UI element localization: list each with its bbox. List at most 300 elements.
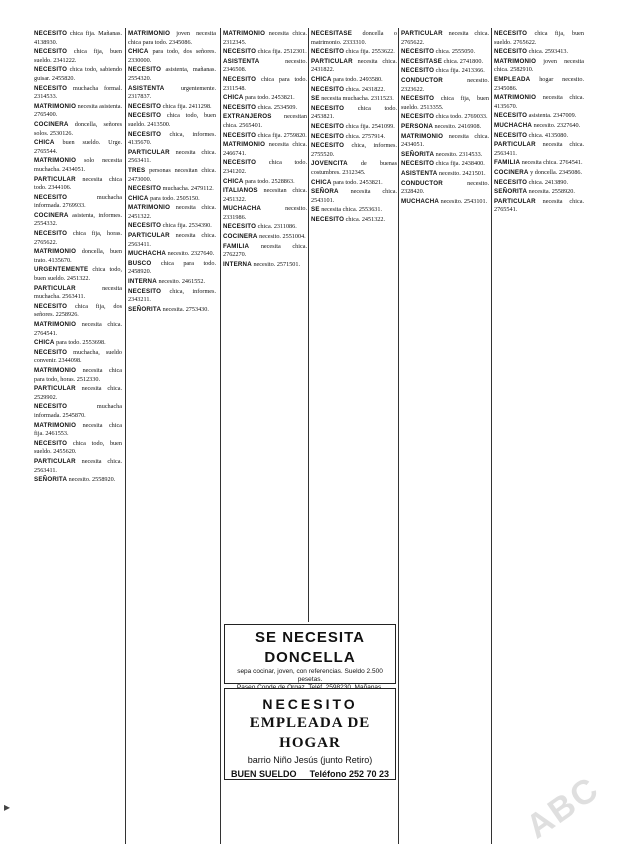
ad-keyword: MATRIMONIO [401,132,444,140]
ad-text: necesita chica. 2563411. [494,141,584,157]
classified-ad [223,76,307,93]
classified-ad [401,95,489,112]
empleada-line-2: EMPLEADA DE HOGAR [249,715,371,751]
classified-ad [223,178,307,187]
classified-ad [401,30,489,47]
ad-text: necesita chica. 2563411. [34,457,122,474]
classified-ad [128,204,216,221]
ad-keyword: NECESITO [401,48,435,56]
ad-text: necesita chica. 2553631. [321,206,383,214]
ad-keyword: NECESITO [34,230,68,238]
ad-text: necesito. 2327640. [533,121,581,129]
ad-text: necesita chica. 2543101. [311,188,397,204]
ad-keyword: NECESITO [34,30,68,37]
classified-ad [34,121,122,138]
classified-ad [494,30,584,47]
classified-ad [34,440,122,457]
ad-text: asistenta, mañanas. 2554320. [128,66,216,82]
ad-keyword: NECESITO [311,85,345,93]
ad-keyword: NECESITO [311,104,345,112]
classified-ad [311,58,397,75]
ad-keyword: PERSONA [401,122,433,130]
classified-ad [223,159,307,176]
classified-ad [223,104,307,113]
ad-text: necesita chica. 2765622. [401,30,489,46]
ad-keyword: NECESITO [34,439,68,447]
ad-keyword: SE [311,206,320,214]
classified-ad [34,385,122,402]
ad-text: necesita chica. 2434051. [401,132,489,149]
classified-ad [34,157,122,174]
ad-keyword: INTERNA [223,260,252,268]
ad-keyword: MATRIMONIO [34,157,77,165]
ad-text: necesita chica. 2431822. [311,57,397,74]
ad-keyword: PARTICULAR [401,30,443,37]
ad-text: necesito. 2551004. [259,233,306,241]
ad-keyword: COCINERA [223,233,258,241]
ad-text: chica fija. Mañanas. 4138930. [34,30,122,46]
classified-ad [128,222,216,231]
classified-ad [311,179,397,188]
classified-ad [311,76,397,85]
ad-keyword: MATRIMONIO [494,94,537,102]
classified-ad [128,30,216,47]
ad-text: chica todo, sabiendo guisar. 2455820. [34,66,122,82]
classified-ad [34,103,122,120]
classified-ad [128,232,216,249]
empleada-line-1: NECESITO [262,696,358,712]
ad-text: chica fija, horas. 2765622. [34,230,122,246]
ad-text: chica. 2311086. [257,223,297,231]
ad-text: para todo. 2453821. [333,178,383,186]
ad-text: muchacha informada. 2769933. [34,193,122,210]
ad-keyword: COCINERA [34,211,69,219]
ad-keyword: MATRIMONIO [34,102,77,110]
ad-text: y doncella. 2345086. [530,168,583,176]
classified-ad [494,141,584,158]
abc-watermark: ABC [519,769,607,847]
ad-text: chica fija. 2759820. [257,131,307,139]
ad-text: necesito. 2416908. [434,122,482,130]
ad-keyword: SEÑORITA [401,150,435,158]
ad-text: chica fija, dos señores. 2258926. [34,302,122,319]
classified-ad [223,132,307,141]
ad-keyword: NECESITO [128,222,162,230]
ad-keyword: PARTICULAR [311,57,353,65]
classified-ad [34,230,122,247]
classified-ad [34,403,122,420]
ad-keyword: CHICA [311,75,332,83]
ad-text: asistenta, informes. 2554332. [34,211,122,228]
classified-ad [223,261,307,270]
ad-keyword: FAMILIA [223,242,250,250]
doncella-headline: SE NECESITA DONCELLA [255,629,365,666]
ad-text: chica todo. 2769033. [435,113,488,121]
ad-text: necesito. 2331986. [223,205,307,221]
ad-text: necesita chica todo. 2344106. [34,175,122,192]
classified-ad [128,66,216,83]
ad-keyword: NECESITO [34,84,68,92]
ad-text: para todo. 2528863. [245,177,295,185]
ad-text: chica, informes. 2343211. [128,287,216,304]
empleada-sueldo: BUEN SUELDO [231,769,297,779]
ad-text: chica fija. 2411298. [162,102,212,110]
ad-text: necesita chica. 2563411. [128,148,216,165]
classified-ad [34,476,122,485]
classified-ad [34,194,122,211]
ad-keyword: MUCHACHA [128,250,167,258]
classified-ad [401,77,489,94]
ad-text: para todo. 2493580. [333,75,383,83]
ad-text: necesita muchacha. 2563411. [34,284,122,301]
ad-keyword: NECESITO [34,193,68,201]
ad-keyword: CHICA [34,339,55,347]
classified-ad [128,149,216,166]
ad-keyword: NECESITO [494,131,528,139]
ad-keyword: NECESITO [223,103,257,111]
classified-ad [401,151,489,160]
ad-keyword: CHICA [223,177,244,185]
ad-keyword: MATRIMONIO [494,57,537,65]
classified-ad [223,233,307,242]
classified-ad [34,139,122,156]
classified-ad [128,103,216,112]
arrow-mark-icon: ▸ [4,800,11,814]
ad-text: chica todo. 2341202. [223,159,307,175]
ad-text: buen sueldo. Urge. 2765544. [34,139,122,155]
column-divider [308,28,309,622]
ad-text: para todo. 2505150. [150,194,200,202]
ad-keyword: PARTICULAR [494,197,536,205]
ad-keyword: NECESITO [34,66,68,74]
ad-keyword: FAMILIA [494,159,521,167]
ad-keyword: EMPLEADA [494,75,531,83]
classified-ad [311,188,397,205]
doncella-body: sepa cocinar, joven, con referencias. Sueldo 2.500 pesetas. [237,668,383,683]
classified-ad [128,85,216,102]
classified-ad [128,185,216,194]
ad-text: necesito. 2346508. [223,57,307,74]
ad-text: chica todo, buen sueldo. 2451322. [34,266,122,283]
ad-text: de buenas costumbres. 2312345. [311,160,397,176]
classified-column-6 [494,30,584,842]
classified-ad [223,113,307,130]
ad-keyword: MUCHACHA [494,121,533,129]
classified-ad [128,250,216,259]
classified-column-5 [401,30,489,842]
ad-text: chica fija, buen sueldo. 2765622. [494,30,584,46]
ad-text: para todo. 2553698. [56,339,106,347]
classified-ad [401,48,489,57]
classified-ad [311,142,397,159]
ad-keyword: ASISTENTA [401,169,438,177]
ad-keyword: SEÑORITA [34,476,68,484]
ad-text: hogar necesito. 2345086. [494,75,584,92]
ad-text: chica. 2555050. [435,48,476,56]
classified-column-4 [311,30,397,618]
ad-keyword: PARTICULAR [34,385,76,393]
classified-ad [494,122,584,131]
ad-keyword: JOVENCITA [311,160,348,168]
doncella-ad-box [224,624,396,684]
ad-keyword: NECESITO [223,48,257,56]
ad-keyword: NECESITO [494,30,528,37]
ad-keyword: NECESITO [223,159,257,167]
ad-keyword: NECESITO [311,132,345,140]
ad-text: chica todo, buen sueldo. 2455620. [34,439,122,456]
classified-ad [34,66,122,83]
classified-ad [34,48,122,65]
classified-ad [34,367,122,384]
ad-text: necesita muchacha. 2311523. [321,95,394,103]
classified-ad [34,176,122,193]
column-divider [125,28,126,844]
classified-ad [34,458,122,475]
ad-keyword: PARTICULAR [128,232,170,240]
ad-keyword: COCINERA [34,120,69,128]
classified-ad [494,132,584,141]
classified-ad [223,48,307,57]
ad-keyword: ASISTENTA [128,84,165,92]
ad-keyword: MUCHACHA [401,197,440,205]
classified-ad [494,198,584,215]
ad-text: necesita chica. 2451322. [128,204,216,220]
ad-text: necesita chica. 2765541. [494,197,584,214]
ad-keyword: NECESITASE [311,30,353,37]
ad-keyword: CHICA [311,178,332,186]
classified-ad [223,223,307,232]
ad-keyword: SEÑORITA [128,305,162,313]
ad-text: necesita chica. 2529902. [34,385,122,401]
ad-text: necesita asistenta. 2765400. [34,102,122,119]
ad-text: chica fija, buen sueldo. 2341222. [34,48,122,64]
ad-text: chica fija. 2512301. [257,48,307,56]
classified-ad [311,48,397,57]
ad-text: doncella, señores solos. 2530126. [34,120,122,137]
ad-keyword: NECESITO [401,67,435,75]
classified-ad [34,248,122,265]
ad-text: urgentemente. 2317837. [128,84,216,101]
ad-keyword: NECESITO [311,215,345,223]
ad-text: chica. 2741800. [443,57,483,65]
classified-ad [223,243,307,260]
ad-text: necesito. 2327640. [167,250,215,258]
ad-keyword: CHICA [34,139,55,147]
empleada-line-3: barrio Niño Jesús (junto Retiro) [247,755,373,765]
ad-keyword: BUSCO [128,259,152,267]
classified-ad [311,105,397,122]
empleada-hogar-ad-box [224,688,396,780]
classified-ad [128,167,216,184]
classified-ad [494,188,584,197]
ad-text: doncella, buen trato. 4135670. [34,248,122,264]
ad-text: chica, informes. 2755520. [311,142,397,158]
column-divider [220,28,221,844]
classified-ad [34,422,122,439]
ad-text: chica, informes. 4135670. [128,130,216,147]
ad-text: necesito. 2543101. [440,197,488,205]
ad-keyword: NECESITO [128,185,162,193]
ad-text: para todo, dos señores. 2330000. [128,48,216,64]
classified-ad [311,86,397,95]
ad-text: joven necesita chica. 2582910. [494,57,584,74]
ad-keyword: NECESITO [311,48,345,56]
classified-ad [494,58,584,75]
ad-text: chica fija. 2534390. [162,222,212,230]
ad-keyword: CHICA [128,194,149,202]
ad-keyword: COCINERA [494,168,529,176]
ad-text: necesita chica. 2764541. [34,321,122,337]
ad-keyword: NECESITO [223,131,257,139]
ad-text: chica. 4135080. [528,131,569,139]
classified-ad [401,198,489,207]
ad-text: solo necesita muchacha. 2434051. [34,157,122,173]
ad-keyword: MATRIMONIO [223,141,266,149]
classified-column-3 [223,30,307,618]
ad-text: chica fija. 2541099. [345,122,395,130]
ad-keyword: NECESITO [494,112,528,120]
ad-text: chica. 2534509. [257,103,298,111]
ad-text: chica para todo. 2311548. [223,75,307,92]
ad-keyword: PARTICULAR [128,148,170,156]
classified-ad [494,179,584,188]
ad-keyword: URGENTEMENTE [34,266,89,274]
ad-keyword: NECESITO [494,48,528,56]
classified-ad [128,112,216,129]
classified-ad [223,94,307,103]
classified-column-1 [34,30,122,842]
ad-text: personas necesitan chica. 2473000. [128,166,216,183]
classified-column-2 [128,30,216,842]
ad-keyword: MATRIMONIO [223,30,266,37]
ad-keyword: CHICA [128,48,149,56]
ad-keyword: CONDUCTOR [401,179,443,187]
ad-text: chica. 2757914. [345,132,386,140]
ad-text: necesita chica. 4135670. [494,94,584,110]
ad-keyword: SEÑORA [311,188,339,196]
ad-text: muchacha formal. 2314533. [34,84,122,101]
classified-ad [311,30,397,47]
ad-keyword: SE [311,95,320,103]
ad-keyword: NECESITO [128,102,162,110]
empleada-phone: Teléfono 252 70 23 [309,769,389,779]
classified-ad [401,58,489,67]
ad-text: necesita chica. 2762270. [223,242,307,259]
ad-keyword: NECESITO [401,113,435,121]
ad-text: doncella o matrimonio. 2333310. [311,30,397,46]
ad-keyword: NECESITO [34,403,68,411]
ad-text: joven necesita chica para todo. 2345086. [128,30,216,46]
ad-keyword: NECESITO [128,66,162,74]
ad-text: para todo. 2453821. [245,94,295,102]
ad-keyword: SEÑORITA [494,188,528,196]
ad-text: chica. 2593413. [528,48,569,56]
ad-keyword: NECESITO [223,75,257,83]
ad-text: chica. 2451322. [345,215,386,223]
classified-ad [34,30,122,47]
classified-ad [128,288,216,305]
classified-ad [128,131,216,148]
ad-text: necesito. 2571501. [253,260,301,268]
classified-ad [311,206,397,215]
classified-ad [34,321,122,338]
ad-keyword: NECESITO [34,48,68,56]
ad-text: necesito. 2328420. [401,179,489,196]
classified-ad [128,195,216,204]
ad-keyword: MATRIMONIO [34,366,77,374]
ad-text: necesita chica. 2764541. [521,159,583,167]
ad-keyword: ASISTENTA [223,57,260,65]
ad-keyword: NECESITO [494,178,528,186]
ad-text: muchacha, sueldo convenir. 2344098. [34,348,122,365]
ad-text: necesita chica fija. 2461553. [34,421,122,438]
ad-text: necesito. 2461552. [158,278,206,286]
ad-text: necesita chica. 2466741. [223,141,307,157]
ad-keyword: CHICA [223,94,244,102]
classified-ad [223,205,307,222]
ad-keyword: NECESITO [401,95,435,103]
ad-keyword: ITALIANOS [223,187,258,195]
classified-ad [494,159,584,168]
classified-ad [223,30,307,47]
ad-text: necesito. 2323622. [401,76,489,93]
classified-ad [401,133,489,150]
ad-keyword: PARTICULAR [34,175,76,183]
ad-keyword: NECESITO [34,302,68,310]
classified-ad [401,123,489,132]
classified-ad [128,260,216,277]
ad-keyword: NECESITO [311,142,345,150]
ad-text: asistenta. 2347009. [528,112,577,120]
classified-ad [311,216,397,225]
ad-keyword: MATRIMONIO [34,321,77,328]
ad-text: necesito. 2558920. [68,476,116,484]
ad-keyword: NECESITO [34,348,68,356]
ad-keyword: MUCHACHA [223,205,262,213]
ad-keyword: EXTRANJEROS [223,113,272,121]
ad-keyword: INTERNA [128,278,157,286]
ad-keyword: PARTICULAR [494,141,536,149]
classified-ad [34,266,122,283]
ad-text: muchacha. 2479112. [162,185,214,193]
ad-text: chica para todo. 2458920. [128,259,216,276]
ad-keyword: NECESITO [128,287,162,295]
classified-ad [34,212,122,229]
classified-ad [494,48,584,57]
column-divider [491,28,492,844]
ad-text: chica fija. 2413366. [435,67,485,75]
ad-text: necesita chica. 2563411. [128,232,216,248]
ad-keyword: PARTICULAR [34,284,76,292]
classified-ad [128,278,216,287]
ad-keyword: NECESITO [311,122,345,130]
ad-keyword: NECESITO [128,112,162,120]
ad-keyword: MATRIMONIO [128,30,171,37]
classified-ad [494,76,584,93]
ad-keyword: NECESITO [223,223,257,231]
ad-text: necesitan chica. 2565401. [223,113,307,129]
ad-text: necesita. 2558920. [528,188,575,196]
ad-keyword: NECESITO [401,160,435,168]
ad-text: necesito. 2314533. [435,150,483,158]
ad-text: chica fija, buen sueldo. 2513355. [401,95,489,111]
ad-text: necesita chica. 2312345. [223,30,307,46]
classified-ad [34,349,122,366]
classified-ad [223,58,307,75]
ad-keyword: CONDUCTOR [401,76,443,84]
classified-ad [494,94,584,111]
classified-ad [494,169,584,178]
